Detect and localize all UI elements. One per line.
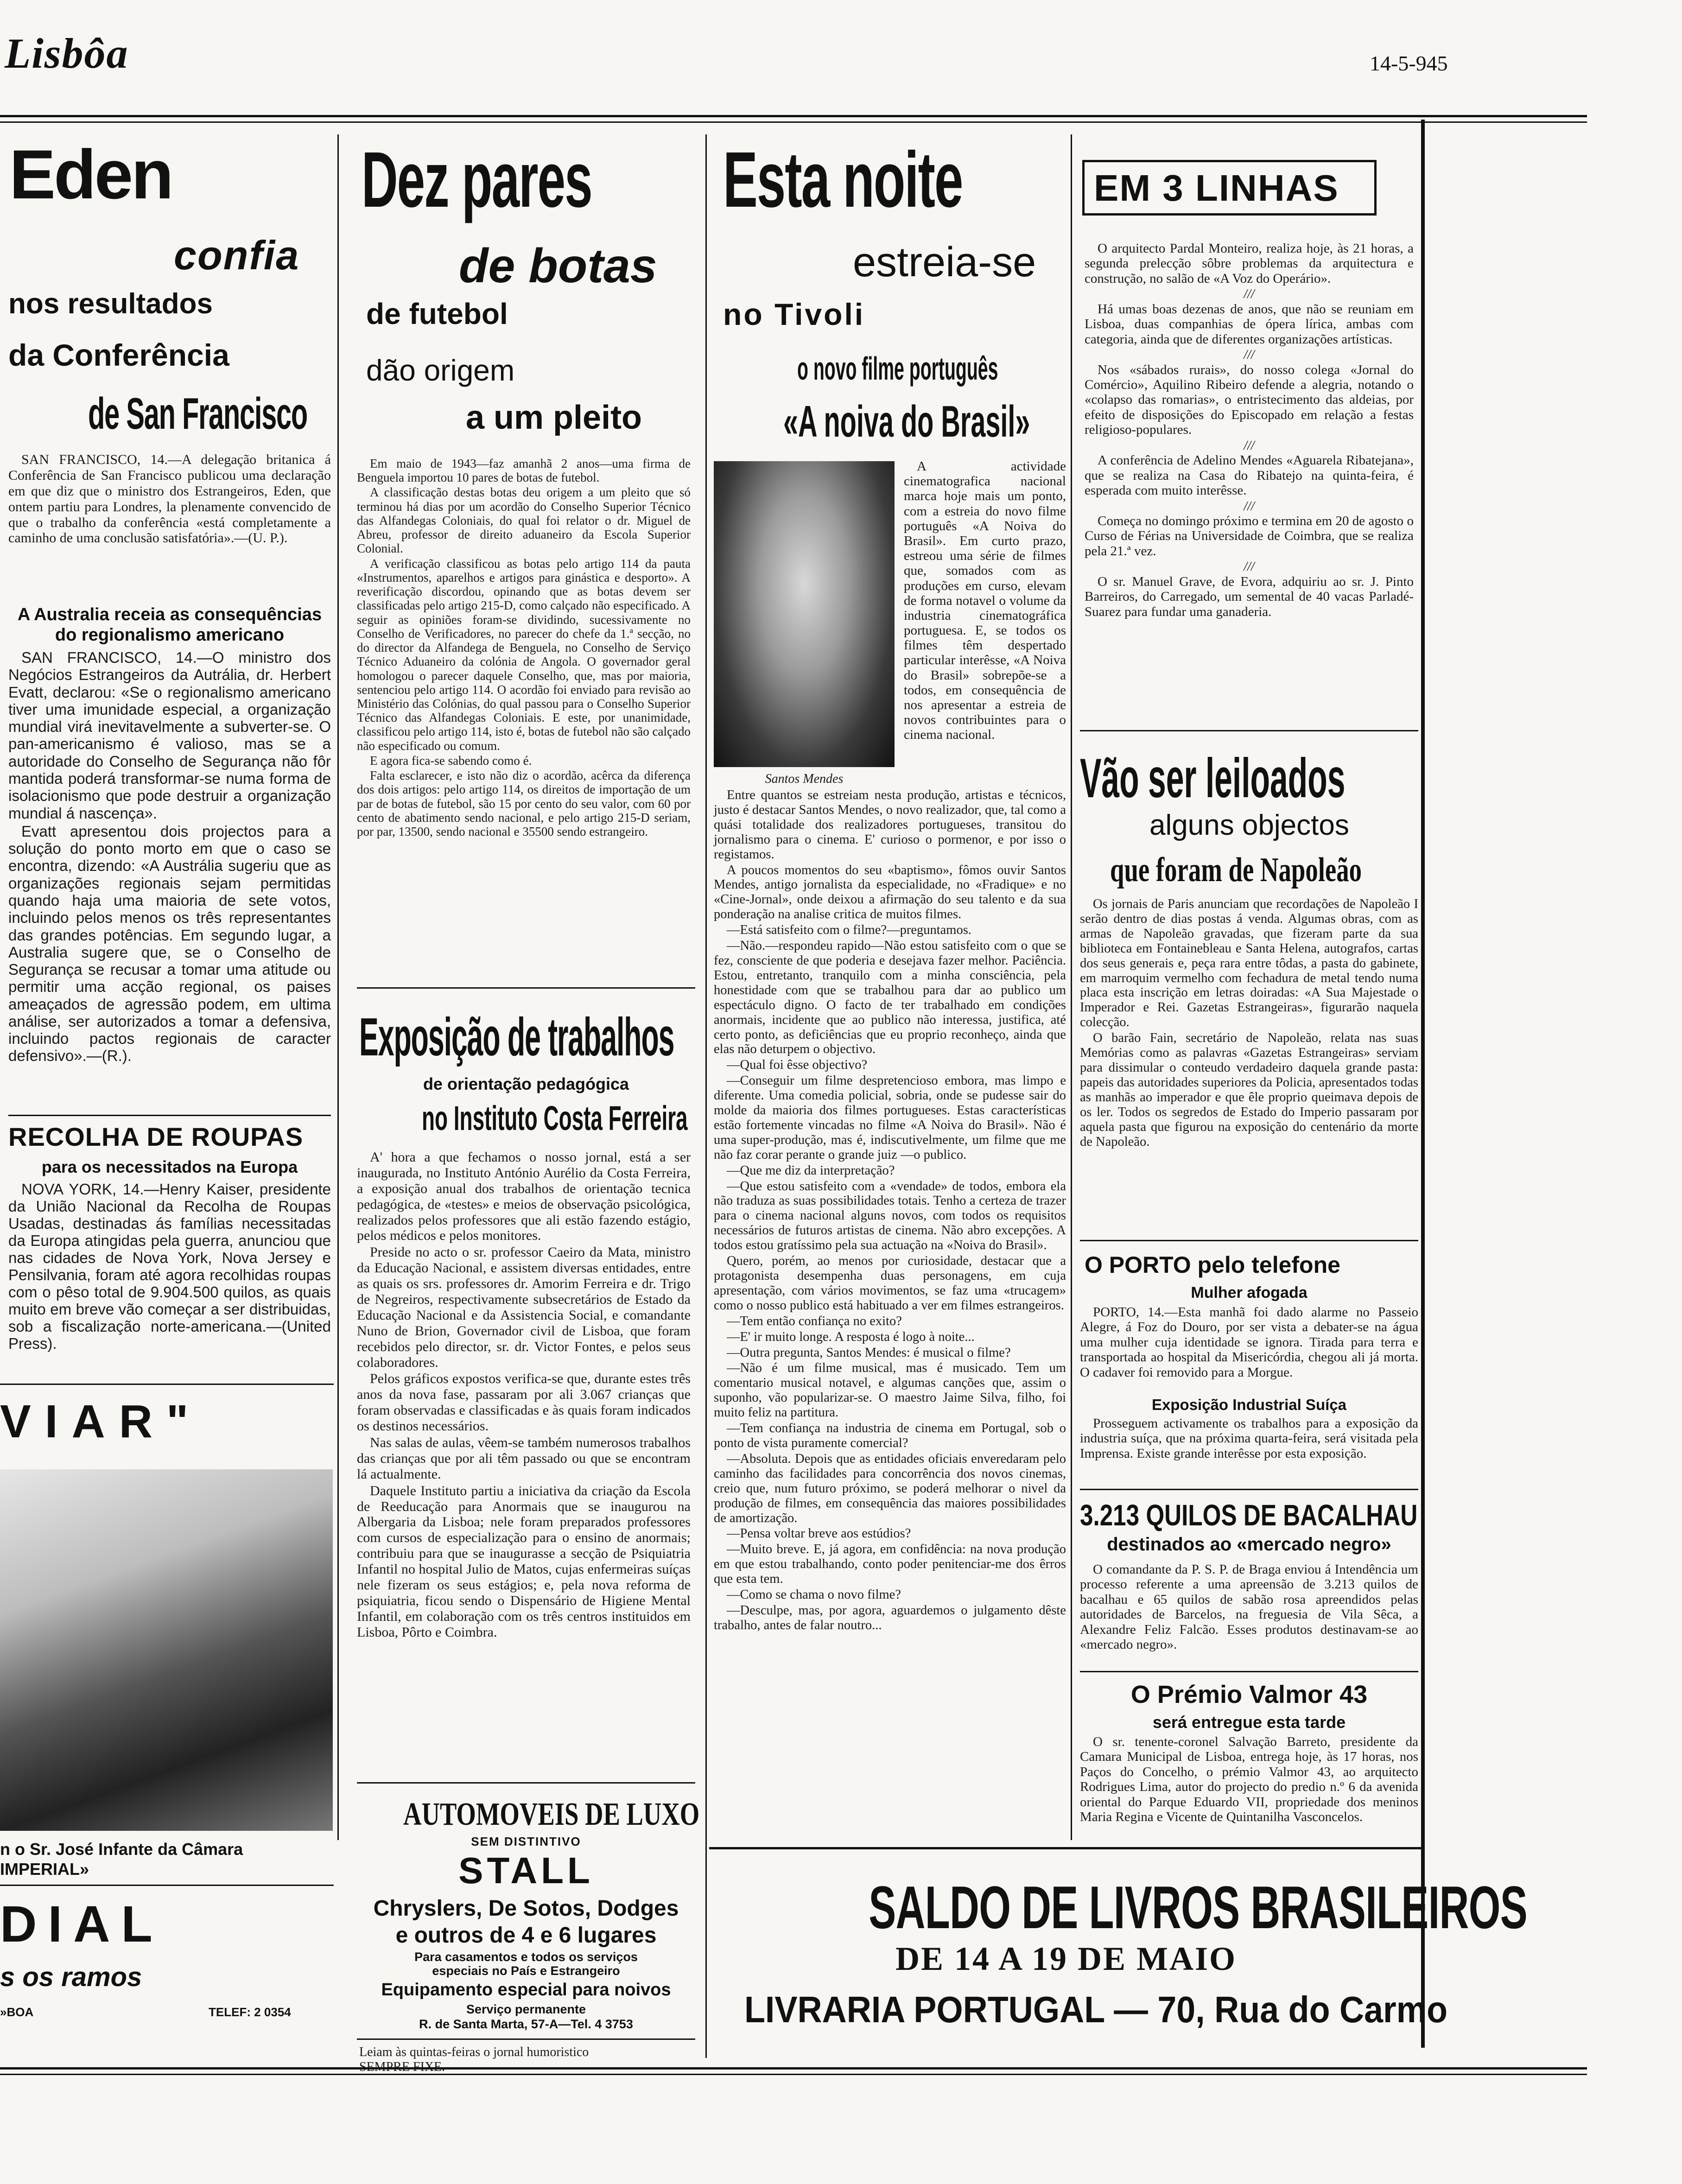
article-body	[8, 452, 331, 547]
paragraph: Preside no acto o sr. professor Caeiro da Mata, ministro da Educação Nacional, e assistem diversas entidades, entre as quais os srs. professores dr. Amorim Ferreira e dr. Trigo de Negreiros, respectivamente subsecretários de Estado da Educação Nacional e da Assistencia Social, e comandante Nuno de Brion, Governador civil de Lisboa, que foram recebidos pelo director, sr. dr. Victor Fontes, e pelos seus colaboradores.	[357, 1244, 691, 1370]
ad-store: LIVRARIA PORTUGAL — 70, Rua do Carmo	[744, 1989, 1448, 2030]
ad-line: Para casamentos e todos os serviços especiais no País e Estrangeiro	[414, 1950, 638, 1978]
bottom-rule-thin	[0, 2074, 1587, 2075]
ad-brand: STALL	[458, 1850, 594, 1891]
article-body	[1080, 1734, 1418, 1826]
ad-line: e outros de 4 e 6 lugares	[395, 1923, 657, 1948]
ad-line: Chryslers, De Sotos, Dodges	[373, 1896, 679, 1921]
page-right-border	[1421, 120, 1425, 2048]
headline: Vão ser leiloados	[1080, 747, 1346, 809]
headline-part-wrap	[797, 350, 1066, 392]
subheadline: Exposição Industrial Suíça	[1152, 1396, 1346, 1413]
headline-part: da Conferência	[8, 338, 229, 372]
separator: ///	[1244, 499, 1255, 514]
divider	[1080, 1671, 1418, 1672]
ad-phone: TELEF: 2 0354	[209, 2005, 291, 2019]
headline-part: dão origem	[366, 354, 515, 387]
divider	[357, 2038, 695, 2040]
headline-part-wrap	[783, 396, 1071, 447]
paragraph: —Pensa voltar breve aos estúdios?	[727, 1526, 911, 1541]
headline-part: nos resultados	[8, 288, 213, 320]
headline-wrap	[723, 134, 1066, 222]
article-body	[1080, 1562, 1418, 1653]
paragraph: —Absoluta. Depois que as entidades oficiais enveredaram pelo caminho das facilidades para concorrência dos novos cinemas, creio que, num futuro próximo, se poderá melhorar o nivel da produção de filmes, em consequência das maiores possibilidades de amortização.	[714, 1451, 1066, 1525]
divider	[0, 1885, 334, 1886]
headline-part-wrap	[88, 388, 338, 439]
subheadline: destinados ao «mercado negro»	[1107, 1534, 1391, 1555]
brief-item: Começa no domingo próximo e termina em 20 de agosto o Curso de Férias na Universidade de Coimbra, que se realiza pela 21.ª vez.	[1085, 514, 1414, 559]
brief-item: Nos «sábados rurais», do nosso colega «Jornal do Comércio», Aquilino Ribeiro defende a alegria, notando o «colapso das romarias», o entristecimento das aldeias, por efeito de disposições do Episcopado em relação a festas religioso-populares.	[1085, 362, 1414, 438]
paragraph: —Conseguir um filme despretencioso embora, mas limpo e diferente. Uma comedia policial, sobria, onde se pudesse sair do molde da maioria dos filmes portugueses. Estas características estão fortemente vincadas no filme «A Noiva do Brasil». Não é uma super-produção, mas é, indiscutivelmente, um filme que me não faz corar perante o grande juiz —o publico.	[714, 1073, 1066, 1162]
paragraph: O comandante da P. S. P. de Braga enviou á Intendência um processo referente a uma apreensão de 3.213 quilos de bacalhau e 65 quilos de sabão rosa apreendidos pelas autoridades de Barcelos, na freguesia de Vila Sêca, a Alexandre Feliz Falcão. Esses produtos destinavam-se ao «mercado negro».	[1080, 1562, 1418, 1652]
article-body	[904, 459, 1066, 743]
article-body	[1080, 1416, 1418, 1462]
ad-line-wrap	[714, 1873, 1528, 1941]
brief-item: Há umas boas dezenas de anos, que não se reuniam em Lisboa, duas companhias de ópera lírica, ambas com categoria, ainda que de diferentes organizações artísticas.	[1085, 301, 1414, 347]
divider	[1080, 1489, 1418, 1490]
brief-item: O arquitecto Pardal Monteiro, realiza hoje, às 21 horas, a segunda prelecção sôbre problemas da arquitectura e construção, no salão de «A Voz do Operário».	[1085, 241, 1414, 286]
headline-part: confia	[174, 232, 300, 278]
ad-fragment: VIAR"	[0, 1396, 203, 1448]
paragraph: Falta esclarecer, e isto não diz o acordão, acêrca da diferença dos dois artigos: pelo artigo 114, os direitos de importação de um par de botas de futebol, são 15 por cento do seu valor, com 60 por cento de abatimento sendo nacional, e pelo artigo 215-D seriam, por par, 13500, sendo nacional e 35500 sendo estrangeiro.	[357, 768, 691, 839]
paragraph: —Não.—respondeu rapido—Não estou satisfeito com o que se fez, consciente de que poderia e desejava fazer melhor. Paciência. Estou, entretanto, tranquilo com a minha consciência, pela honestidade com que se trabalhou para dar ao publico um espectáculo digno. O facto de ter trabalhado em condições anormais, incidente que ao publico não interessa, justifica, até certo ponto, as deficiências que eu proprio reconheço, ainda que elas não deturpem o objectivo.	[714, 939, 1066, 1057]
subheadline-wrap	[422, 1098, 700, 1140]
ad-headline: SALDO DE LIVROS BRASILEIROS	[869, 1873, 1528, 1941]
paragraph: —Tem confiança na industria de cinema em Portugal, sob o ponto de vista puramente comercial?	[714, 1421, 1066, 1450]
paragraph: Entre quantos se estreiam nesta produção, artistas e técnicos, justo é destacar Santos Mendes, o novo realizador, que, tal como a quási totalidade dos realizadores portugueses, transitou do jornalismo para o cinema. E' curioso o pormenor, e por isso o registamos.	[714, 788, 1066, 862]
headline: RECOLHA DE ROUPAS	[8, 1122, 304, 1151]
headline-part: de botas	[459, 239, 657, 293]
paragraph: —Que me diz da interpretação?	[727, 1163, 895, 1178]
paragraph: —Qual foi êsse objectivo?	[727, 1058, 868, 1073]
masthead-title: Lisbôa	[5, 30, 129, 77]
article-body	[8, 649, 331, 1066]
headline-part: que foram de Napoleão	[1110, 851, 1362, 889]
ad-line: SEM DISTINTIVO	[471, 1835, 581, 1848]
divider	[1080, 1240, 1418, 1241]
headline-part: estreia-se	[853, 239, 1036, 286]
headline: Eden	[9, 135, 172, 213]
paragraph: —E' ir muito longe. A resposta é logo à noite...	[727, 1329, 975, 1344]
photo-santos-mendes	[714, 461, 895, 767]
article-body	[357, 1149, 691, 1641]
article-body	[357, 457, 691, 839]
headline-part: alguns objectos	[1149, 809, 1349, 841]
headline-wrap	[1080, 1498, 1418, 1535]
paragraph: —Outra pregunta, Santos Mendes: é musical o filme?	[727, 1345, 1011, 1360]
divider	[357, 1782, 695, 1784]
bottom-rule	[0, 2067, 1587, 2070]
paragraph: —Muito breve. E, já agora, em confidência: na nova produção em que estou trabalhando, conto poder penitenciar-me dos êrros que esta tem.	[714, 1542, 1066, 1587]
paragraph: Quero, porém, ao menos por curiosidade, destacar que a protagonista desempenha duas personagens, em cuja apresentação, com vários movimentos, se faz uma «trucagem» como o nosso publico está habituado a ver em filmes estrangeiros.	[714, 1254, 1066, 1313]
article-body	[8, 1181, 331, 1353]
paragraph: A' hora a que fechamos o nosso jornal, está a ser inaugurada, no Instituto António Aurélio da Costa Ferreira, a exposição anual dos trabalhos de orientação tecnica pedagógica, de «testes» e meios de observação psicológica, realizados pelos professores que ali estão fazendo estágio, pelos médicos e pelos monitores.	[357, 1149, 691, 1244]
divider	[0, 1384, 334, 1385]
ad-dates: DE 14 A 19 DE MAIO	[895, 1940, 1237, 1977]
ad-fragment: s os ramos	[0, 1962, 142, 1992]
headline-part: a um pleito	[466, 399, 642, 436]
paragraph: A verificação classificou as botas pelo artigo 114 da pauta «Instrumentos, aparelhos e artigos para ginástica e desporto». A reverificação discordou, opinando que as botas devem ser classificadas pelo artigo 215-D, como calçado não especificado. A seguir as opiniões foram-se dividindo, sucessivamente no Conselho de Verificadores, no parecer do chefe da 1.ª secção, no do director da Alfandega de Benguela, no Conselho de Serviço Técnico Aduaneiro da colónia de Angola. O governador geral homologou o parecer daquele Conselho, que, mas por maioria, sentenciou pelo artigo 114. O acordão foi enviado para revisão ao Ministério das Colónias, do qual passou para o Conselho Superior Técnico das Alfandegas Coloniais. E este, por unanimidade, classificou pelo artigo 114, isto é, botas de futebol não são calçado não especificado ou comum.	[357, 556, 691, 753]
headline: Dez pares	[362, 136, 592, 224]
subheadline: para os necessitados na Europa	[41, 1157, 298, 1176]
paragraph: Daquele Instituto partiu a iniciativa da criação da Escola de Reeducação para Anormais que se inaugurou na Albergaria da Lisboa; nele foram preparados professores com cursos de especialização para o ensino de anormais; contribuiu para que se inaugurasse a secção de Psiquiatria Infantil no hospital Julio de Matos, cujas enfermeiras suíças nele fizeram os seus estágios; e, pela nova reforma de psiquiatria, ficou sendo o Dispensário de Higiene Mental Infantil, em colaboração com os três centros instituidos em Lisboa, Pôrto e Coimbra.	[357, 1483, 691, 1640]
photo-man-at-table	[0, 1469, 333, 1831]
headline: O Prémio Valmor 43	[1130, 1681, 1368, 1708]
note: Leiam às quintas-feiras o jornal humoristico	[359, 2045, 589, 2059]
article-body	[1080, 897, 1418, 1150]
paragraph: —Desculpe, mas, por agora, aguardemos o julgamento dêste trabalho, antes de falar noutro...	[714, 1603, 1066, 1632]
paragraph: —Que estou satisfeito com a «vendade» de todos, embora ela não traduza as suas possibilidades totais. Tenho a certeza de trazer para o cinema nacional alguns novos, com todos os requisitos necessários de futuros artistas de cinema. Não abro excepções. A todos estou gratíssimo pela sua actuação na «Noiva do Brasil».	[714, 1179, 1066, 1253]
paragraph: O barão Fain, secretário de Napoleão, relata nas suas Memórias como as palavras «Gazetas Estrangeiras» serviam para dissimular o conteudo verdadeiro daquela grande pasta: papeis das autoridades superiores da Policia, apresentados todas as manhãs ao imperador e que êle proprio queimava depois de os ler. Todos os segredos de Estado do Imperio passaram por aquela pasta que figurou na exposição do centenário da morte de Napoleão.	[1080, 1031, 1418, 1149]
paragraph: Nas salas de aulas, vêem-se também numerosos trabalhos das crianças que por ali têm passado ou que se encontram lá actualmente.	[357, 1435, 691, 1482]
ad-title-wrap	[362, 1796, 700, 1833]
subheadline: no Instituto Costa Ferreira	[422, 1099, 688, 1137]
paragraph: Evatt apresentou dois projectos para a solução do ponto morto em que o caso se encontra, dizendo: «A Austrália sugeriu que as organizações regionais sejam permitidas quando haja uma maioria de sete votos, incluindo pelos menos os três representantes das grandes potências. Em segundo lugar, a Australia sugere que, se o Conselho de Segurança se recusar a tomar uma atitude ou permitir uma acção regional, os paises ameaçados de agressão podem, em ultima análise, ser autorizados a tomar a defensiva, incluindo pactos regionais de caracter defensivo».—(R.).	[8, 822, 331, 1065]
masthead-date: 14-5-945	[1370, 51, 1448, 75]
headline-part: no Tivoli	[723, 297, 865, 331]
headline-wrap	[359, 1006, 698, 1066]
headline-part: «A noiva do Brasil»	[783, 397, 1030, 446]
ad-line-wrap	[714, 1988, 1448, 2039]
divider	[357, 987, 695, 989]
article-body	[1080, 1305, 1418, 1381]
headline-part-wrap	[1110, 851, 1416, 892]
ad-title: AUTOMOVEIS DE LUXO	[403, 1797, 700, 1832]
paragraph: —Como se chama o novo filme?	[727, 1587, 901, 1602]
briefs	[1085, 241, 1414, 620]
headline: Exposição de trabalhos	[359, 1007, 674, 1067]
paragraph: NOVA YORK, 14.—Henry Kaiser, presidente da União Nacional da Recolha de Roupas Usadas, destinadas ás famílias necessitadas da Europa atingidas pela guerra, anunciou que nas cidades de Nova York, Nova Jersey e Pensilvania, foram até agora recolhidas roupas com o pêso total de 9.904.500 quilos, as quais muito em breve vão começar a ser distribuidas, sob a fiscalização norte-americana.—(United Press).	[8, 1181, 331, 1352]
ad-address: R. de Santa Marta, 57-A—Tel. 4 3753	[419, 2017, 633, 2031]
paragraph: Pelos gráficos expostos verifica-se que, durante estes três anos da nova fase, passaram por ali 3.067 crianças que foram observadas e classificadas e às quais foram indicados os destinos necessários.	[357, 1371, 691, 1434]
headline-wrap	[1080, 746, 1418, 809]
subheadline: de orientação pedagógica	[423, 1074, 629, 1093]
paragraph: Os jornais de Paris anunciam que recordações de Napoleão I serão dentro de dias postas á venda. Algumas obras, com as armas de Napoleão gravadas, que fizeram parte da sua biblioteca em Fontainebleau e Santa Helena, autografos, cartas dos seus generais e, peça rara entre tôdas, a pasta do gabinete, em marroquim vermelho com fechadura de metal tendo numa placa esta inscrição em letras doiradas: «A Sua Majestade o Imperador e Rei. Gazetas Estrangeiras», figurarão naquela colecção.	[1080, 897, 1418, 1030]
paragraph: SAN FRANCISCO, 14.—O ministro dos Negócios Estrangeiros da Autrália, dr. Herbert Evatt, declarou: «Se o regionalismo americano tiver uma imunidade especial, a organização mundial virá inevitavelmente a subverter-se. O pan-americanismo é valioso, mas se a autoridade do Conselho de Segurança não fôr mantida poderá transformar-se numa forma de isolacionismo que pode destruir a organização mundial á nascença».	[8, 649, 331, 822]
brief-item: A conferência de Adelino Mendes «Aguarela Ribatejana», que se realiza na Casa do Ribatejo na quinta-feira, é esperada com muito interêsse.	[1085, 453, 1414, 498]
paragraph: A classificação destas botas deu origem a um pleito que só terminou há dias por um acordão do Conselho Superior Técnico das Alfandegas Coloniais, do qual foi relator o dr. Miguel de Abreu, professor de direito aduaneiro da Escola Superior Colonial.	[357, 485, 691, 556]
divider	[8, 1115, 331, 1116]
separator: ///	[1244, 559, 1255, 574]
headline-wrap	[362, 134, 695, 222]
subheadline: A Australia receia as consequências do regionalismo americano	[17, 605, 322, 645]
photo-caption: n o Sr. José Infante da Câmara IMPERIAL»	[0, 1840, 243, 1879]
headline-part: o novo filme português	[797, 350, 998, 387]
separator: ///	[1244, 287, 1255, 302]
ad-border-top	[709, 1847, 1423, 1849]
headline: Esta noite	[723, 136, 963, 224]
paragraph: —Não é um filme musical, mas é musicado. Tem um comentario musical notavel, e algumas canções que, assim o suponho, vão popularizar-se. O maestro Jaime Silva, filho, foi muito feliz na partitura.	[714, 1361, 1066, 1420]
brief-item: O sr. Manuel Grave, de Evora, adquiriu ao sr. J. Pinto Barreiros, do Carregado, um semental de 40 vacas Parladé-Suarez para fundar uma ganaderia.	[1085, 574, 1414, 619]
separator: ///	[1244, 348, 1255, 362]
column-divider	[1071, 134, 1072, 1840]
paragraph: A poucos momentos do seu «baptismo», fômos ouvir Santos Mendes, antigo jornalista da especialidade, no «Fradique» e no «Cine-Jornal», onde deixou a afirmação do seu talento e da sua ponderação na analise critica de muitos filmes.	[714, 863, 1066, 922]
ad-fragment: »BOA	[0, 2005, 34, 2019]
article-body	[714, 788, 1066, 1634]
box-headline: EM 3 LINHAS	[1094, 167, 1339, 209]
paragraph: Prosseguem activamente os trabalhos para a exposição da industria suíça, que na próxima quarta-feira, será visitada pela Imprensa. Existe grande interêsse por esta exposição.	[1080, 1416, 1418, 1461]
photo-caption: Santos Mendes	[765, 772, 844, 786]
ad-line: Serviço permanente	[466, 2002, 586, 2016]
divider	[1080, 730, 1418, 731]
paragraph: —Tem então confiança no exito?	[727, 1314, 902, 1328]
paragraph: —Está satisfeito com o filme?—preguntamos.	[727, 923, 971, 938]
headline: 3.213 QUILOS DE BACALHAU	[1080, 1498, 1418, 1532]
separator: ///	[1244, 438, 1255, 453]
paragraph: Em maio de 1943—faz amanhã 2 anos—uma firma de Benguela importou 10 pares de botas de futebol.	[357, 457, 691, 485]
paragraph: A actividade cinematografica nacional marca hoje mais um ponto, com a estreia do novo filme português «A Noiva do Brasil». Em curto prazo, estreou uma série de filmes que, somados com as produções em curso, elevam de forma notavel o volume da industria cinematográfica portuguesa. E, se todos os filmes têm despertado particular interêsse, «A Noiva do Brasil» sobrepõe-se a todos, em consequência de nos apresentar a estreia de novos contribuintes para o cinema nacional.	[904, 459, 1066, 743]
top-rule-thin	[0, 121, 1587, 123]
top-rule	[0, 115, 1587, 117]
ad-line: Equipamento especial para noivos	[381, 1980, 671, 2000]
paragraph: SAN FRANCISCO, 14.—A delegação britanica á Conferência de San Francisco publicou uma declaração em que diz que o ministro dos Estrangeiros, Eden, que ontem partiu para Londres, la plenamente convencido de que o trabalho da conferência «está completamente a caminho de uma conclusão satisfatória».—(U. P.).	[8, 452, 331, 546]
subheadline: Mulher afogada	[1191, 1284, 1308, 1302]
paragraph: O sr. tenente-coronel Salvação Barreto, presidente da Camara Municipal de Lisboa, entrega hoje, às 17 horas, nos Paços do Concelho, o prémio Valmor 43, ao arquitecto Rodrigues Lima, autor do projecto do predio n.º 6 da avenida oriental do Parque Eduardo VII, propriedade dos meninos Maria Regina e Vicente de Quintanilha Vasconcelos.	[1080, 1734, 1418, 1825]
headline-part: de San Francisco	[88, 389, 308, 438]
headline: O PORTO pelo telefone	[1085, 1252, 1340, 1278]
subheadline: será entregue esta tarde	[1152, 1713, 1346, 1732]
paragraph: PORTO, 14.—Esta manhã foi dado alarme no Passeio Alegre, á Foz do Douro, por ser vista a debater-se na água uma mulher cuja identidade se ignora. Tirada para terra e transportada ao hospital da Misericórdia, chegou ali já morta. O cadaver foi removido para a Morgue.	[1080, 1305, 1418, 1380]
ad-fragment: DIAL	[0, 1896, 164, 1953]
headline-part: de futebol	[366, 297, 508, 330]
paragraph: E agora fica-se sabendo como é.	[370, 753, 532, 768]
column-divider	[705, 134, 707, 2058]
